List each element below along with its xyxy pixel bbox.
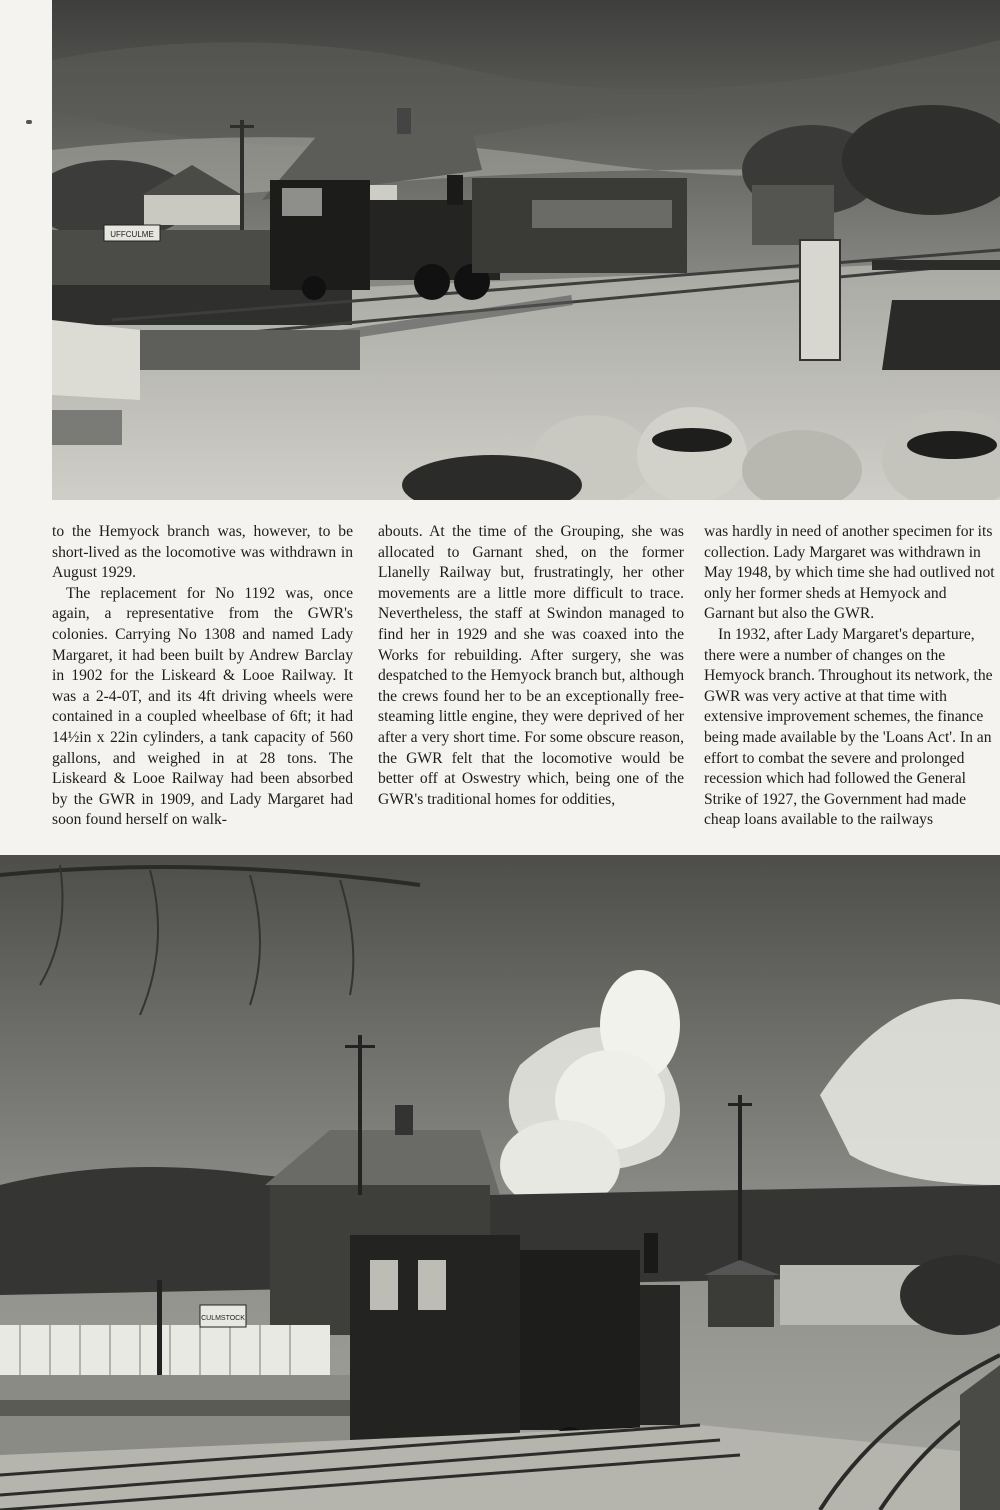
text-column-1	[52, 522, 353, 847]
text-column-2	[378, 522, 684, 847]
bottom-photograph	[0, 855, 1000, 1510]
svg-text:UFFCULME: UFFCULME	[110, 230, 154, 239]
top-photograph	[52, 0, 1000, 500]
text-column-3	[704, 522, 1000, 847]
paragraph: The replacement for No 1192 was, once again, a representative from the GWR's colonies. Carrying No 1308 and named Lady Margaret, it had been built by Andrew Barclay in 1902 for the Liskeard & Looe Railway. It was a 2-4-0T, and its 4ft driving wheels were contained in a coupled wheelbase of 6ft; it had 14½in x 22in cylinders, a tank capacity of 560 gallons, and weighed in at 28 tons. The Liskeard & Looe Railway had been absorbed by the GWR in 1909, and Lady Margaret had soon found herself on walk-	[52, 584, 353, 829]
svg-text:CULMSTOCK: CULMSTOCK	[201, 1315, 245, 1322]
paragraph: abouts. At the time of the Grouping, she was allocated to Garnant shed, on the former Llanelly Railway but, frustratingly, her other movements are a little more difficult to trace. Nevertheless, the staff at Swindon managed to find her in 1929 and she was coaxed into the Works for rebuilding. After surgery, she was despatched to the Hemyock branch but, although the crews found her to be an exceptionally free-steaming little engine, they were deprived of her after a very short time. For some obscure reason, the GWR felt that the locomotive would be better off at Oswestry which, being one of the GWR's traditional homes for oddities,	[378, 523, 684, 808]
paragraph: In 1932, after Lady Margaret's departure, there were a number of changes on the Hemyock branch. Throughout its network, the GWR was very active at that time with extensive improvement schemes, the finance being made available by the 'Loans Act'. In an effort to combat the severe and prolonged recession which had followed the General Strike of 1927, the Government had made cheap loans available to the railways	[704, 625, 993, 829]
paragraph: was hardly in need of another specimen for its collection. Lady Margaret was withdrawn in May 1948, by which time she had outlived not only her former sheds at Hemyock and Garnant but also the GWR.	[704, 523, 995, 623]
print-speck	[26, 120, 32, 124]
paragraph: to the Hemyock branch was, however, to be short-lived as the locomotive was withdrawn in August 1929.	[52, 523, 353, 582]
